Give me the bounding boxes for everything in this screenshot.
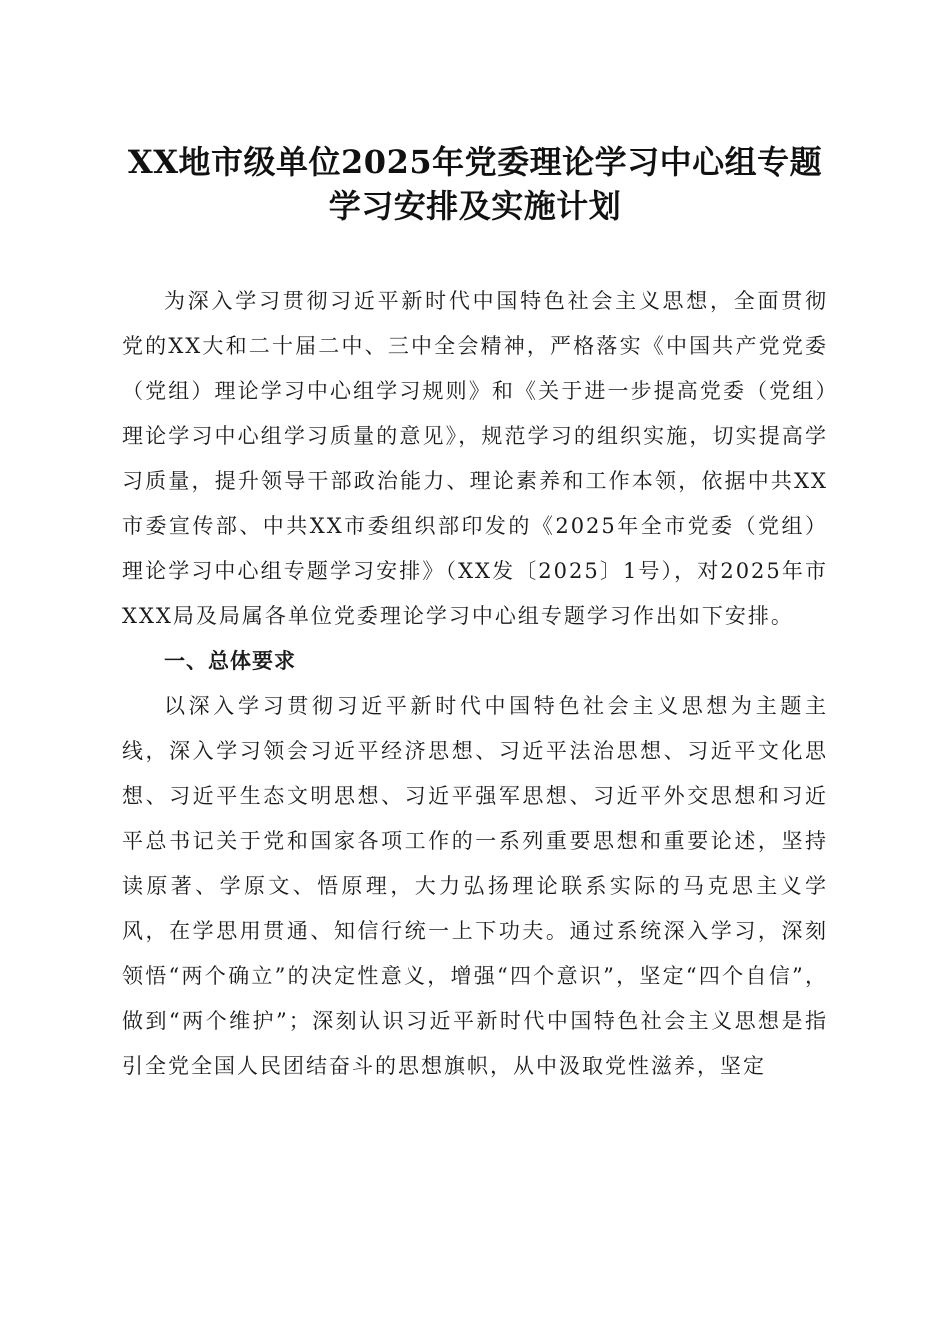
- document-page: [122, 140, 828, 1089]
- document-title: XX地市级单位2025年党委理论学习中心组专题学习安排及实施计划: [127, 143, 823, 225]
- intro-paragraph: 为深入学习贯彻习近平新时代中国特色社会主义思想，全面贯彻党的XX大和二十届二中、三中全会精神，严格落实《中国共产党党委（党组）理论学习中心组学习规则》和《关于进一步提高党委（党组）理论学习中心组学习质量的意见》，规范学习的组织实施，切实提高学习质量，提升领导干部政治能力、理论素养和工作本领，依据中共XX市委宣传部、中共XX市委组织部印发的《2025年全市党委（党组）理论学习中心组专题学习安排》（XX发〔2025〕1号），对2025年市XXX局及局属各单位党委理论学习中心组专题学习作出如下安排。: [122, 289, 828, 628]
- general-requirements-paragraph: 以深入学习贯彻习近平新时代中国特色社会主义思想为主题主线，深入学习领会习近平经济思想、习近平法治思想、习近平文化思想、习近平生态文明思想、习近平强军思想、习近平外交思想和习近平总书记关于党和国家各项工作的一系列重要思想和重要论述，坚持读原著、学原文、悟原理，大力弘扬理论联系实际的马克思主义学风，在学思用贯通、知信行统一上下功夫。通过系统深入学习，深刻领悟“两个确立”的决定性意义，增强“四个意识”，坚定“四个自信”，做到“两个维护”；深刻认识习近平新时代中国特色社会主义思想是指引全党全国人民团结奋斗的思想旗帜，从中汲取党性滋养，坚定: [122, 694, 828, 1078]
- document-body: [122, 279, 828, 1089]
- section-heading-general-requirements: 一、总体要求: [164, 649, 296, 673]
